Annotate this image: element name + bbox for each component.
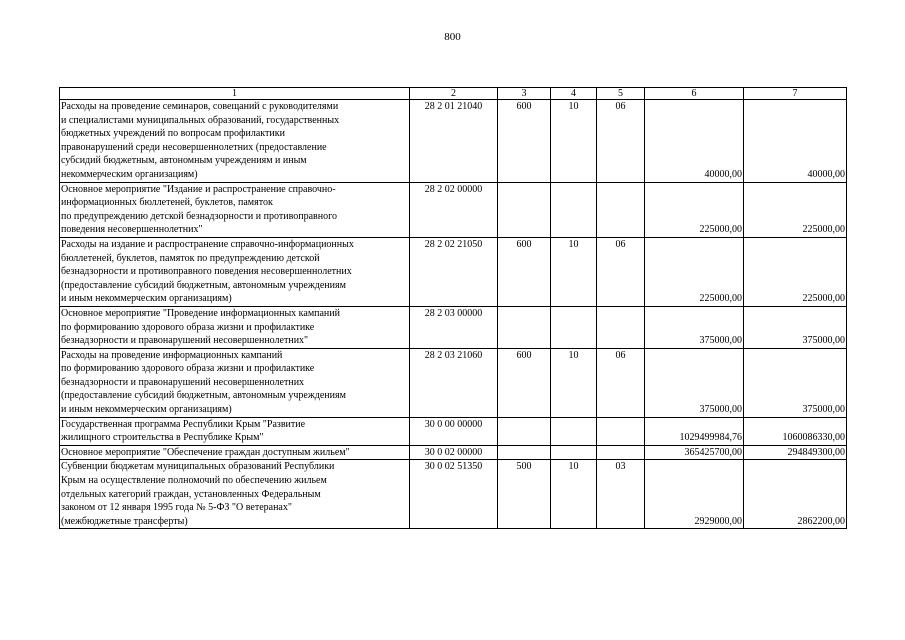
row-code-cell: 28 2 03 21060 bbox=[410, 348, 498, 417]
row-col5-cell bbox=[597, 306, 645, 348]
row-amount6-cell: 225000,00 bbox=[645, 237, 744, 306]
table-row bbox=[60, 348, 847, 417]
row-amount6-cell: 375000,00 bbox=[645, 348, 744, 417]
row-col5-cell: 06 bbox=[597, 237, 645, 306]
row-amount7-cell: 294849300,00 bbox=[744, 445, 847, 460]
header-cell-6: 6 bbox=[645, 88, 744, 100]
row-amount7-cell: 375000,00 bbox=[744, 306, 847, 348]
row-name-text: Основное мероприятие "Обеспечение граждан доступным жильем" bbox=[61, 446, 350, 458]
row-code-cell: 30 0 02 00000 bbox=[410, 445, 498, 460]
row-col4-cell bbox=[551, 445, 597, 460]
header-cell-2: 2 bbox=[410, 88, 498, 100]
row-name-text: Расходы на издание и распространение справочно-информационных бюллетеней, буклетов, памяток по предупреждению детской безнадзорности и противоправного поведения несовершеннолетних (предоставление субсидий бюджетным, автономным учреждениям и иным некоммерческим организациям) bbox=[61, 238, 354, 305]
header-cell-7: 7 bbox=[744, 88, 847, 100]
row-col3-cell bbox=[498, 445, 551, 460]
row-col4-cell bbox=[551, 417, 597, 445]
row-name-cell bbox=[60, 237, 410, 306]
row-col3-cell bbox=[498, 306, 551, 348]
row-code-cell: 30 0 02 51350 bbox=[410, 460, 498, 529]
table-row bbox=[60, 100, 847, 183]
row-col3-cell: 600 bbox=[498, 348, 551, 417]
table-row bbox=[60, 460, 847, 529]
row-name-cell bbox=[60, 306, 410, 348]
row-name-cell bbox=[60, 445, 410, 460]
header-cell-3: 3 bbox=[498, 88, 551, 100]
row-col3-cell: 500 bbox=[498, 460, 551, 529]
row-name-text: Основное мероприятие "Проведение информационных кампаний по формированию здорового образа жизни и профилактике безнадзорности и правонарушений несовершеннолетних" bbox=[61, 307, 340, 347]
row-amount7-cell: 225000,00 bbox=[744, 182, 847, 237]
header-cell-1: 1 bbox=[60, 88, 410, 100]
row-name-cell bbox=[60, 460, 410, 529]
row-amount6-cell: 365425700,00 bbox=[645, 445, 744, 460]
row-code-cell: 28 2 02 21050 bbox=[410, 237, 498, 306]
row-col4-cell bbox=[551, 306, 597, 348]
row-code-cell: 30 0 00 00000 bbox=[410, 417, 498, 445]
table-row bbox=[60, 445, 847, 460]
table-row bbox=[60, 182, 847, 237]
row-col5-cell: 06 bbox=[597, 100, 645, 183]
row-name-text: Государственная программа Республики Крым "Развитие жилищного строительства в Республике Крым" bbox=[61, 418, 306, 444]
header-cell-4: 4 bbox=[551, 88, 597, 100]
row-col5-cell bbox=[597, 445, 645, 460]
row-name-cell bbox=[60, 100, 410, 183]
row-name-text: Расходы на проведение информационных кампаний по формированию здорового образа жизни и профилактике безнадзорности и правонарушений несовершеннолетних (предоставление субсидий бюджетным, автономным учреждениям и иным некоммерческим организациям) bbox=[61, 349, 346, 416]
row-col5-cell bbox=[597, 417, 645, 445]
row-col5-cell: 06 bbox=[597, 348, 645, 417]
row-amount7-cell: 375000,00 bbox=[744, 348, 847, 417]
row-code-cell: 28 2 01 21040 bbox=[410, 100, 498, 183]
row-col3-cell bbox=[498, 417, 551, 445]
row-col4-cell bbox=[551, 182, 597, 237]
row-amount6-cell: 2929000,00 bbox=[645, 460, 744, 529]
budget-table bbox=[59, 87, 847, 529]
row-col3-cell bbox=[498, 182, 551, 237]
row-col3-cell: 600 bbox=[498, 100, 551, 183]
row-col3-cell: 600 bbox=[498, 237, 551, 306]
row-col5-cell bbox=[597, 182, 645, 237]
row-amount6-cell: 40000,00 bbox=[645, 100, 744, 183]
row-amount7-cell: 2862200,00 bbox=[744, 460, 847, 529]
row-col4-cell: 10 bbox=[551, 460, 597, 529]
row-name-text: Расходы на проведение семинаров, совещаний с руководителями и специалистами муниципальных образований, государственных бюджетных учреждений по вопросам профилактики правонарушений среди несовершеннолетних (предоставление субсидий бюджетным, автономным учреждениям и иным некоммерческим организациям) bbox=[61, 101, 340, 180]
row-amount6-cell: 375000,00 bbox=[645, 306, 744, 348]
row-col5-cell: 03 bbox=[597, 460, 645, 529]
row-name-text: Основное мероприятие "Издание и распространение справочно- информационных бюллетеней, буклетов, памяток по предупреждению детской безнадзорности и противоправного поведения несовершеннолетних" bbox=[61, 183, 337, 236]
row-col4-cell: 10 bbox=[551, 348, 597, 417]
row-name-cell bbox=[60, 417, 410, 445]
row-code-cell: 28 2 02 00000 bbox=[410, 182, 498, 237]
table-header-row bbox=[60, 88, 847, 100]
row-amount7-cell: 40000,00 bbox=[744, 100, 847, 183]
row-col4-cell: 10 bbox=[551, 100, 597, 183]
row-name-cell bbox=[60, 182, 410, 237]
page-number: 800 bbox=[444, 31, 461, 43]
row-name-text: Субвенции бюджетам муниципальных образований Республики Крым на осуществление полномочий по обеспечению жильем отдельных категорий граждан, установленных Федеральным законом от 12 января 1995 года № 5-ФЗ "О ветеранах" (межбюджетные трансферты) bbox=[61, 461, 335, 527]
table-row bbox=[60, 417, 847, 445]
row-amount6-cell: 1029499984,76 bbox=[645, 417, 744, 445]
row-code-cell: 28 2 03 00000 bbox=[410, 306, 498, 348]
table-row bbox=[60, 237, 847, 306]
header-cell-5: 5 bbox=[597, 88, 645, 100]
row-name-cell bbox=[60, 348, 410, 417]
row-amount6-cell: 225000,00 bbox=[645, 182, 744, 237]
table-row bbox=[60, 306, 847, 348]
row-amount7-cell: 225000,00 bbox=[744, 237, 847, 306]
row-amount7-cell: 1060086330,00 bbox=[744, 417, 847, 445]
row-col4-cell: 10 bbox=[551, 237, 597, 306]
